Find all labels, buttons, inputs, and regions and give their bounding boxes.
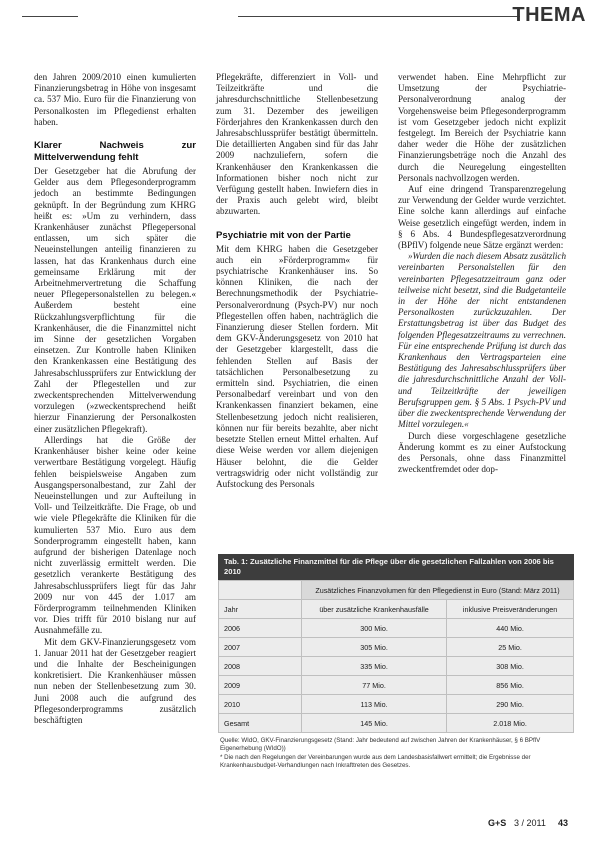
table-row (219, 657, 574, 676)
paragraph: Auf eine dringend Transparenzregelung zur Verwendung der Gelder wurde verzichtet. Eine solche kann allerdings auf einfache Weise gesetzlich eingefügt werden, indem in § 6 Abs. 4 Bundespflegesatzverordnung (BPflV) folgende neue Sätze ergänzt werden: (398, 184, 566, 251)
issue-number: 3 / 2011 (514, 818, 546, 828)
col-header-year: Jahr (219, 600, 302, 619)
table-cell-cases: 305 Mio. (302, 638, 447, 657)
table-header-row (219, 600, 574, 619)
text-column-1 (34, 72, 196, 726)
table-row (219, 676, 574, 695)
table-cell-prices: 25 Mio. (447, 638, 574, 657)
table-cell-cases: 77 Mio. (302, 676, 447, 695)
table-cell-prices: 856 Mio. (447, 676, 574, 695)
table-cell-year: 2010 (219, 695, 302, 714)
table-cell-cases: 145 Mio. (302, 714, 447, 733)
quote-paragraph (398, 251, 566, 430)
table-cell-cases: 300 Mio. (302, 619, 447, 638)
section-title: THEMA (512, 4, 586, 26)
table-group-header-row (219, 581, 574, 600)
paragraph: Allerdings hat die Größe der Krankenhäuser bisher keine oder keine verwertbare Bestätigung vorgelegt. Häufig fehlen beispielsweise Angaben zum Ausgangspersonalbestand, zur Zahl der Neueinstellungen und zur Aufteilung in Voll- und Teilzeitkräfte. Die Frage, ob und wie viele Pflegekräfte die Kliniken für die kumulierten 537 Mio. Euro aus dem Sonderprogramm eingestellt haben, kann aufgrund der bisherigen Datenlage noch nicht zuverlässig ermittelt werden. Die gesetzlich verankerte Bestätigung des Jahresabschlussprüfers liegt für das Jahr 2009 nur von 445 der 1.017 am Förderprogramm teilnehmenden Kliniken vor. Dies trifft für 2010 bislang nur auf Ausnahmefälle zu. (34, 434, 196, 636)
table-row (219, 695, 574, 714)
table-caption: Tab. 1: Zusätzliche Finanzmittel für die Pflege über die gesetzlichen Fallzahlen von 2006 bis 2010 (218, 554, 574, 580)
paragraph: Mit dem KHRG haben die Gesetzgeber auch ein »Förderprogramm« für psychiatrische Krankenhäuser ins. So können Kliniken, die nach der Berechnungsmethodik der Psychiatrie-Personalverordnung (Psych-PV) nur noch Pflegestellen offen haben, nachträglich die Finanzierung dieser Stellen fordern. Mit dem GKV-Änderungsgesetz von 2010 hat der Gesetzgeber klargestellt, dass die fehlenden Stellen auf Basis der tatsächlichen Personalbesetzung zu ermitteln sind. Psychiatrien, die einen Personalbedarf vereinbart und von den Krankenkassen finanziert bekamen, eine Stellenbesetzung jedoch nicht realisieren, können nur für bereits bezahlte, aber nicht besetzte Stellen erneut Mittel erhalten. Auf diese Weise werden vor allem diejenigen Häuser belohnt, die die Gelder vertragswidrig oder nicht vollständig zur Aufstockung des Personals (216, 243, 378, 489)
table-row (219, 619, 574, 638)
paragraph: Mit dem GKV-Finanzierungsgesetz vom 1. Januar 2011 hat der Gesetzgeber reagiert und die Inhalte der Bescheinigungen konkretisiert. Die Krankenhäuser müssen nun neben der Stellenbesetzung zum 30. Juni 2008 auch die aufgrund des Pflegesonderprogramms zusätzlich beschäftigten (34, 636, 196, 725)
paragraph: Der Gesetzgeber hat die Abrufung der Gelder aus dem Pflegesonderprogramm jedoch an bestimmte Bedingungen geknüpft. In der Begründung zum KHRG heißt es: »Um zu verhindern, dass Krankenhäuser zunächst Pflegepersonal entlassen, um sich später die Neueinstellungen anteilig finanzieren zu lassen, hat das Krankenhaus durch eine gemeinsame Erklärung mit der Arbeitnehmervertretung die Schaffung neuer Pflegepersonalstellen zu belegen.« Außerdem besteht eine Rückzahlungsverpflichtung für die Krankenhäuser, die die Finanzmittel nicht im Sinne der gesetzlichen Vorgaben einsetzen. Zur Kontrolle haben Kliniken den Krankenkassen eine Bestätigung des Jahresabschlussprüfers zur Entwicklung der Zahl der Pflegestellen und zur zweckentsprechenden Mittelverwendung vorzulegen (»zweckentsprechend heißt hierzur Finanzierung der Personalkosten einer zusätzlichen Pflegekraft). (34, 166, 196, 434)
subheading: Psychiatrie mit von der Partie (216, 229, 351, 241)
table-source-note: Quelle: WIdO, GKV-Finanzierungsgesetz (Stand: Jahr bedeutend auf zwischen Jahren der Krankenhäuser, § 6 BPflV Eigenerhebung (WIdO)) (220, 737, 541, 753)
financing-table (218, 554, 574, 771)
table-cell-cases: 335 Mio. (302, 657, 447, 676)
table-cell-year: 2009 (219, 676, 302, 695)
table-row (219, 638, 574, 657)
table-cell-year: 2006 (219, 619, 302, 638)
table-cell-prices: 2.018 Mio. (447, 714, 574, 733)
table-group-header: Zusätzliches Finanzvolumen für den Pflegedienst in Euro (Stand: März 2011) (302, 581, 574, 600)
col-header-prices: inklusive Preisveränderungen (447, 600, 574, 619)
paragraph: Pflegekräfte, differenziert in Voll- und Teilzeitkräfte und die jahresdurchschnittliche Stellenbesetzung zum 31. Dezember des jeweiligen Förderjahres den Krankenkassen durch den Jahresabschlussprüfer bestätigt übermitteln. Die detaillierten Angaben sind für das Jahr 2009 nachzuliefern, sofern die Krankenhäuser den Krankenkassen die Informationen bisher noch nicht zur Verfügung gestellt haben. Inwiefern dies in der Praxis auch gelebt wird, bleibt abzuwarten. (216, 72, 378, 217)
table-cell-year: 2007 (219, 638, 302, 657)
table-cell-year: 2008 (219, 657, 302, 676)
paragraph: den Jahren 2009/2010 einen kumulierten Finanzierungsbetrag in Höhe von insgesamt ca. 537 Mio. Euro für die Finanzierung von Personalkosten im Pflegedienst erhalten haben. (34, 72, 196, 127)
text-column-2 (216, 72, 378, 490)
page-number: 43 (558, 818, 569, 828)
table-footnote: * Die nach den Regelungen der Vereinbarungen wurde aus dem Landesbasisfallwert ermittelt; die Ergebnisse der Krankenhausbudget-Verhandlungen nach Inkrafttreten des Gesetzes. (220, 753, 531, 770)
quote-text: »Wurden die nach diesem Absatz zusätzlich vereinbarten Personalstellen für den vereinbarten Pflegesatzzeitraum ganz oder teilweise nicht besetzt, sind die Budgetanteile in der Höhe der nicht entstandenen Personalkosten zurückzuzahlen. Der Erstattungsbetrag ist über das Budget des folgenden Pflegesatzzeitraums zu verrechnen. Für eine entsprechende Prüfung ist durch das Krankenhaus den Vertragsparteien eine Bestätigung des Jahresabschlussprüfers über die jahresdurchschnittliche Anzahl der Voll- und Teilzeitkräfte der jeweiligen Berufsgruppen gem. § 5 Abs. 1 Psych-PV und über die zweckentsprechende Verwendung der Mittel vorzulegen.« (398, 251, 566, 430)
header-rule-left (22, 16, 78, 17)
paragraph: Durch diese vorgeschlagene gesetzliche Änderung kommt es zu einer Aufstockung des Personals, ohne dass Finanzmittel zweckentfremdet oder dop- (398, 430, 566, 475)
table-notes (218, 737, 574, 771)
magazine-name: G+S (488, 818, 507, 828)
col-header-cases: über zusätzliche Krankenhausfälle (302, 600, 447, 619)
table-cell-prices: 290 Mio. (447, 695, 574, 714)
table-row (219, 714, 574, 733)
paragraph: verwendet haben. Eine Mehrpflicht zur Umsetzung der Psychiatrie-Personalverordnung analog der Vorgehensweise beim Pflegesonderprogramm ist vom Gesetzgeber jedoch nicht explizit festgelegt. Im Bereich der Psychiatrie kann daher weder die Höhe der zusätzlichen Finanzierungsbeträge noch die Anzahl des durch die Neuregelung eingestellten Personals nachvollzogen werden. (398, 72, 566, 183)
table-cell-prices: 308 Mio. (447, 657, 574, 676)
header-rule-right (238, 16, 520, 17)
table-cell-prices: 440 Mio. (447, 619, 574, 638)
table-grid (218, 580, 574, 733)
text-column-3 (398, 72, 566, 475)
table-cell-cases: 113 Mio. (302, 695, 447, 714)
table-cell-year: Gesamt (219, 714, 302, 733)
subheading: Klarer Nachweis zur Mittelverwendung fehlt (34, 140, 196, 164)
